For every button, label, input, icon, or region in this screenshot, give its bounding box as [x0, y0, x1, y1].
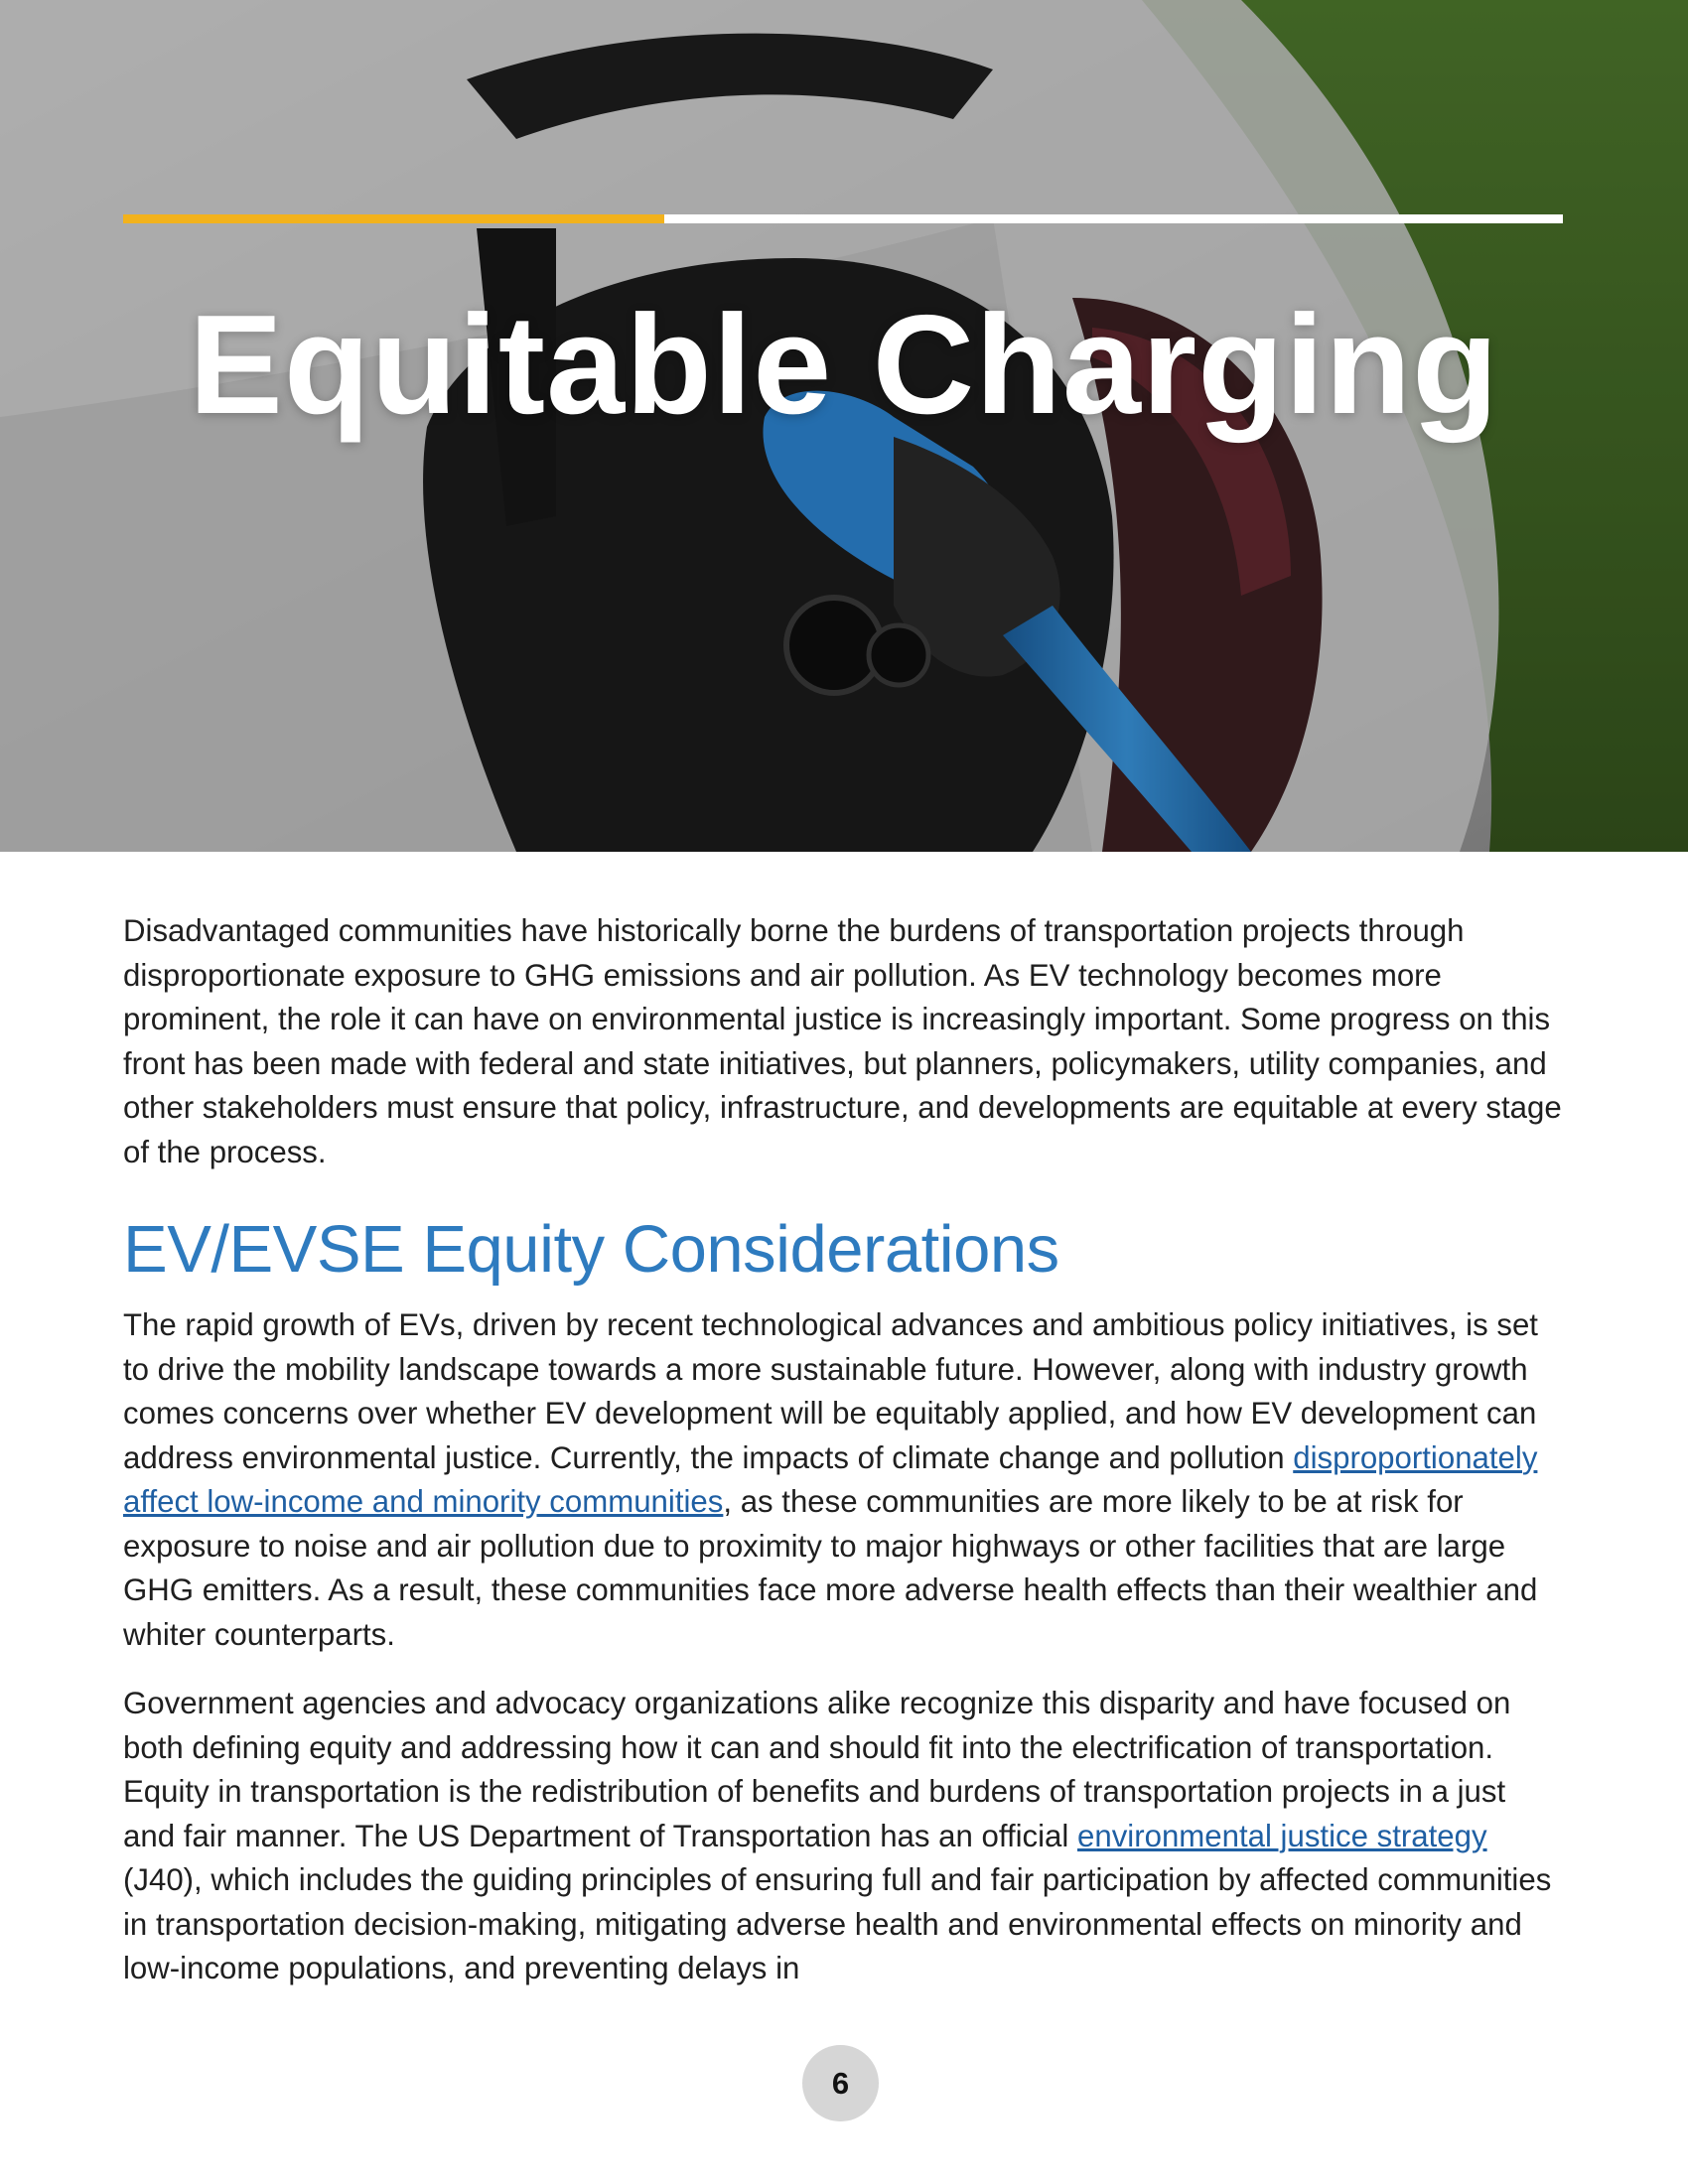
body-text: Government agencies and advocacy organizations alike recognize this disparity and have focused on both defining equity and addressing how it can and should fit into the electrification of transportation. Equity in transportation is the redistribution of benefits and burdens of transportation projects in a just and fair manner. The US Department of Transportation has an official	[123, 1686, 1511, 1853]
body-paragraph-1	[123, 1303, 1565, 1657]
inline-link-environmental-justice-strategy[interactable]: environmental justice strategy	[1077, 1818, 1487, 1853]
intro-paragraph: Disadvantaged communities have historically borne the burdens of transportation projects through disproportionate exposure to GHG emissions and air pollution. As EV technology becomes more prominent, the role it can have on environmental justice is increasingly important. Some progress on this front has been made with federal and state initiatives, but planners, policymakers, utility companies, and other stakeholders must ensure that policy, infrastructure, and developments are equitable at every stage of the process.	[123, 913, 1562, 1169]
inline-link-disproportionate-impact[interactable]: disproportionately affect low-income and minority communities	[123, 1439, 1538, 1519]
page-number-badge	[802, 2045, 879, 2121]
page-number: 6	[831, 2065, 850, 2101]
section-heading: EV/EVSE Equity Considerations	[123, 1212, 1059, 1287]
body-text: , as these communities are more likely to be at risk for exposure to noise and air pollution due to proximity to major highways or other facilities that are large GHG emitters. As a result, these communities face more adverse health effects than their wealthier and whiter counterparts.	[123, 1484, 1538, 1652]
hero-banner	[0, 0, 1688, 852]
body-text: The rapid growth of EVs, driven by recent technological advances and ambitious policy initiatives, is set to drive the mobility landscape towards a more sustainable future. However, along with industry growth comes concerns over whether EV development will be equitably applied, and how EV development can address environmental justice. Currently, the impacts of climate change and pollution	[123, 1307, 1538, 1475]
title-accent-rule-white	[664, 214, 1563, 223]
body-text: (J40), which includes the guiding principles of ensuring full and fair participation by affected communities in transportation decision-making, mitigating adverse health and environmental effects on minority and low-income populations, and preventing delays in	[123, 1862, 1552, 1985]
page-title: Equitable Charging	[189, 286, 1499, 444]
title-accent-rule-gold	[123, 214, 664, 223]
body-paragraph-2	[123, 1682, 1565, 1991]
